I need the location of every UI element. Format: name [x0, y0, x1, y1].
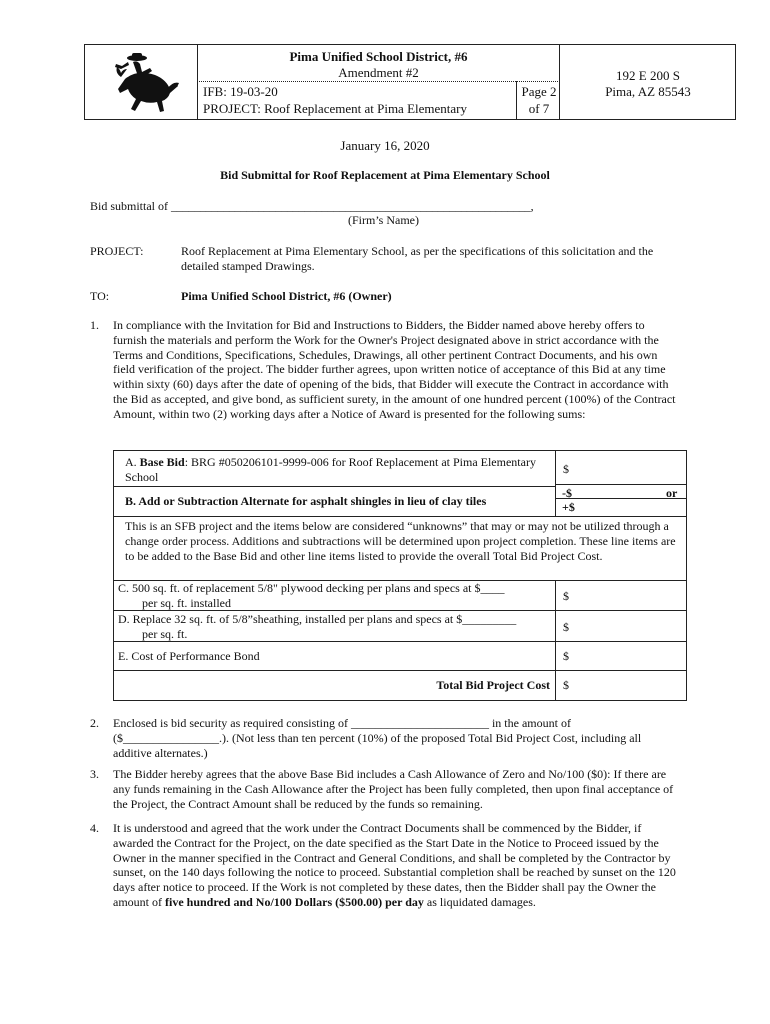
plywood-unit: per sq. ft. installed [142, 596, 231, 610]
project-label: PROJECT: [90, 244, 144, 258]
item4-penalty: five hundred and No/100 Dollars ($500.00) per day [165, 894, 424, 909]
base-bid-label: Base Bid [139, 455, 185, 469]
firm-name-caption: (Firm’s Name) [348, 213, 419, 227]
divider [113, 516, 687, 517]
divider [113, 670, 687, 671]
project-name: PROJECT: Roof Replacement at Pima Elementary [203, 101, 467, 116]
item-number: 1. [90, 318, 99, 332]
base-bid-description: : BRG #050206101-9999-006 for Roof Replacement at Pima Elementary School [125, 455, 536, 484]
document-date: January 16, 2020 [340, 138, 430, 153]
bucking-bronco-rider-icon [103, 49, 183, 115]
performance-bond-label: E. Cost of Performance Bond [118, 649, 260, 663]
divider [113, 641, 687, 642]
base-bid-letter: A. [125, 455, 137, 469]
district-name: Pima Unified School District, #6 [289, 49, 468, 64]
divider [197, 81, 560, 82]
document-header [84, 44, 736, 120]
divider [113, 486, 555, 487]
sfb-note: This is an SFB project and the items below are considered “unknowns” that may or may not be utilized through a change order process. Additions and subtractions will be determined upon project completion. These line items are to be added to the Base Bid and other line items listed to provide the overall Total Bid Project Cost. [125, 519, 676, 563]
alternate-plus-amount[interactable]: +$ [562, 500, 575, 514]
address-line2: Pima, AZ 85543 [605, 84, 691, 99]
ifb-number: IFB: 19-03-20 [203, 84, 278, 99]
total-label: Total Bid Project Cost [436, 678, 550, 692]
to-label: TO: [90, 289, 110, 303]
sheathing-line: D. Replace 32 sq. ft. of 5/8”sheathing, installed per plans and specs at $_________ [118, 612, 517, 626]
base-bid-amount[interactable]: $ [563, 462, 569, 476]
firm-name-field[interactable]: ______________________________________________________________ [171, 199, 531, 213]
alternate-label: B. Add or Subtraction Alternate for asphalt shingles in lieu of clay tiles [125, 494, 487, 508]
alternate-minus-amount[interactable]: -$ [562, 486, 572, 500]
project-description: Roof Replacement at Pima Elementary School, as per the specifications of this solicitation and the detailed stamped Drawings. [181, 244, 654, 273]
bid-submittal-label: Bid submittal of [90, 199, 168, 213]
address-line1: 192 E 200 S [616, 68, 680, 83]
performance-bond-amount[interactable]: $ [563, 649, 569, 663]
comma: , [530, 199, 534, 213]
amendment: Amendment #2 [338, 65, 419, 80]
item-number: 3. [90, 767, 99, 781]
page-total: of 7 [528, 101, 550, 116]
item3-text: The Bidder hereby agrees that the above Base Bid includes a Cash Allowance of Zero and No/100 ($0): If there are any funds remaining in the Cash Allowance after the Project has been fully completed, then upon final acceptance of the Project, the Contract Amount shall be reduced by the funds so remaining. [113, 767, 674, 811]
document-title: Bid Submittal for Roof Replacement at Pima Elementary School [220, 168, 550, 182]
bid-submittal-line [90, 199, 534, 214]
plywood-amount[interactable]: $ [563, 589, 569, 603]
logo [103, 49, 183, 115]
page-number: Page 2 [521, 84, 557, 99]
item4-text-b: as liquidated damages. [423, 894, 536, 909]
item2-text: Enclosed is bid security as required consisting of _______________________ in the amount of ($________________.). (Not less than ten percent (10%) of the proposed Total Bid Project Cost, including all additive alternates.) [113, 716, 642, 760]
sheathing-amount[interactable]: $ [563, 620, 569, 634]
base-bid-row [125, 455, 545, 485]
plywood-line: C. 500 sq. ft. of replacement 5/8" plywood decking per plans and specs at $____ [118, 581, 505, 595]
item4-text-a: It is understood and agreed that the work under the Contract Documents shall be commenced by the Bidder, if awarded the Contract for the Project, on the date specified as the Start Date in the Notice to Proceed issued by the Owner in the manner specified in the Contract and General Conditions, and shall be completed by the Contractor by sunset, on the 140 days following the notice to proceed. Substantial completion shall be reached by sunset on the 120 days after notice to proceed. If the Work is not completed by these dates, then the Bidder shall pay the Owner the amount of [113, 821, 676, 909]
owner-name: Pima Unified School District, #6 (Owner) [181, 289, 392, 303]
item-number: 2. [90, 716, 99, 730]
item-number: 4. [90, 821, 99, 835]
divider [555, 450, 556, 516]
total-amount[interactable]: $ [563, 678, 569, 692]
sheathing-unit: per sq. ft. [142, 627, 188, 641]
divider [555, 484, 687, 485]
divider [516, 81, 517, 120]
alternate-or: or [666, 486, 678, 500]
item4-text [113, 821, 677, 910]
item1-text: In compliance with the Invitation for Bid and Instructions to Bidders, the Bidder named above hereby offers to furnish the materials and perform the Work for the Owner's Project designated above in strict accordance with the Terms and Conditions, Specifications, Schedules, Drawings, all other pertinent Contract Documents, and his own field verification of the project. The bidder further agrees, upon written notice of acceptance of this Bid at any time within sixty (60) days after the date of opening of the bids, that Bidder will execute the Contract in accordance with the Bid as accepted, and give bond, as sufficient surety, in the amount of one hundred percent (100%) of the Contract Amount, within two (2) working days after a Notice of Award is presented for the following sums: [113, 318, 676, 421]
